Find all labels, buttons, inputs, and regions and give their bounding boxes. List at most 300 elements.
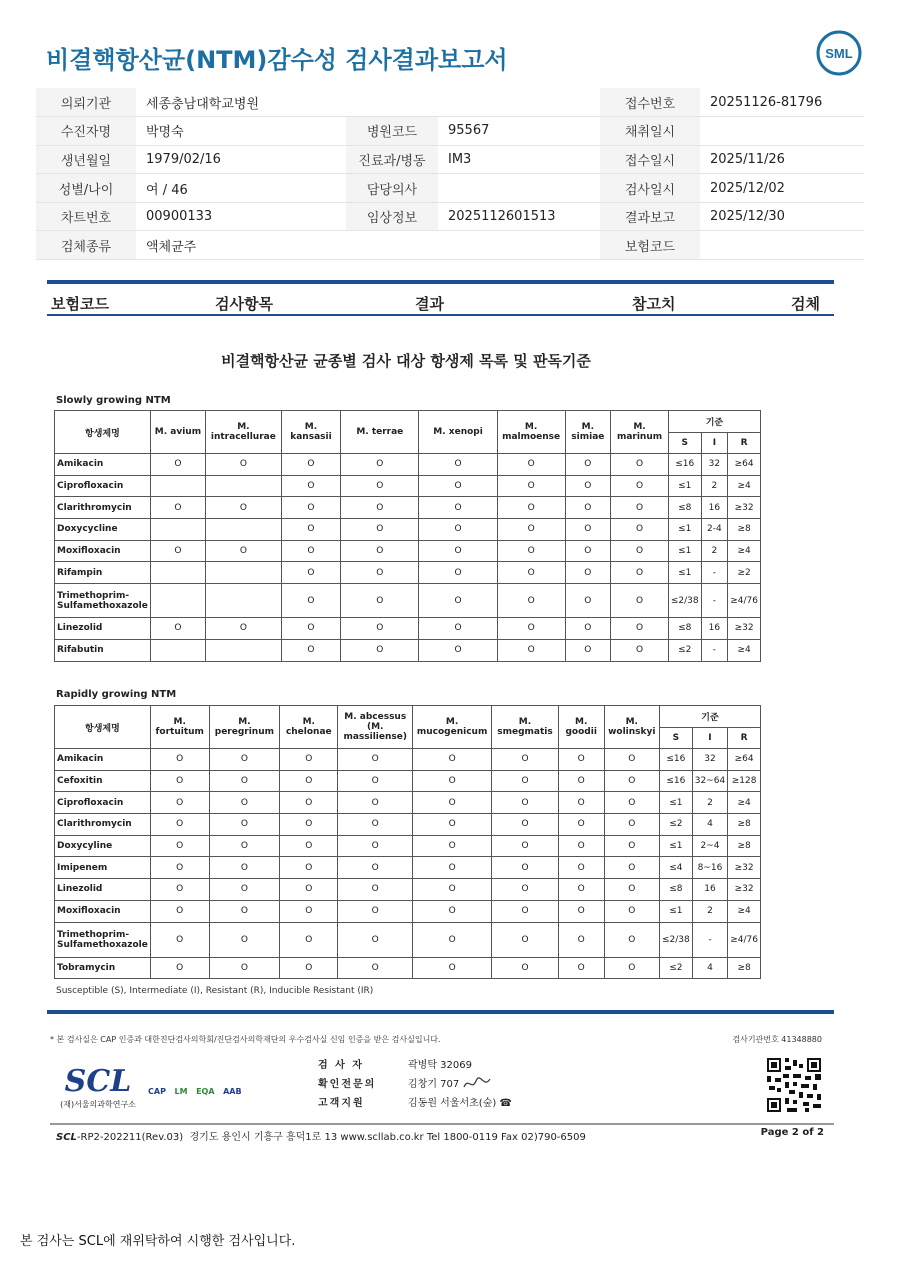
target-mark: O [492,814,559,836]
target-mark: O [604,792,659,814]
criteria-r: ≥2 [728,562,761,584]
target-mark: O [150,900,209,922]
scl-logo-mark: SCL [64,1064,132,1099]
target-mark: O [209,835,280,857]
drug-name: Trimethoprim- Sulfamethoxazole [55,922,151,957]
target-mark: O [611,562,669,584]
target-mark: O [419,475,497,497]
target-mark: O [209,814,280,836]
sir-header: I [692,728,727,749]
target-mark: O [492,957,559,979]
criteria-i: 16 [701,618,728,640]
target-mark: O [150,814,209,836]
species-header: M. mucogenicum [413,706,492,749]
aab-logo: AAB [223,1087,242,1096]
scl-logo [58,1064,138,1110]
info-value: 박명숙 [136,117,346,146]
table-row [55,879,761,901]
target-mark: O [338,770,413,792]
sir-header: R [728,728,761,749]
target-mark: O [419,562,497,584]
target-mark: O [497,497,565,519]
drug-name: Linezolid [55,879,151,901]
header-insurance-code: 보험코드 [51,295,109,313]
table-row [55,562,761,584]
target-mark: O [280,792,338,814]
criteria-r: ≥4 [728,792,761,814]
criteria-r: ≥8 [728,814,761,836]
info-value [700,231,864,260]
target-mark: O [419,519,497,541]
criteria-header: 기준 [668,411,760,433]
target-mark: O [565,562,611,584]
species-header: M. avium [150,411,205,454]
species-header: M. peregrinum [209,706,280,749]
drug-name: Trimethoprim- Sulfamethoxazole [55,584,151,618]
table-row [55,475,761,497]
criteria-r: ≥64 [728,749,761,771]
result-header-bottom-line [47,314,834,316]
info-value [700,117,864,146]
target-mark: O [413,770,492,792]
target-mark: O [150,454,205,476]
info-label: 진료과/병동 [346,145,438,174]
criteria-r: ≥4 [728,900,761,922]
info-row [36,117,864,146]
rapid-ntm-table [54,705,761,979]
species-header: M. simiae [565,411,611,454]
target-mark: O [419,454,497,476]
target-mark: O [492,879,559,901]
info-row [36,174,864,203]
target-mark: O [209,922,280,957]
cap-logo: CAP [148,1087,166,1096]
table-row [55,639,761,661]
patient-info-table [36,88,864,260]
target-mark: O [281,584,340,618]
criteria-r: ≥32 [728,857,761,879]
table-row [55,749,761,771]
target-mark: O [497,475,565,497]
eqa-logo: EQA [196,1087,215,1096]
sir-header: R [728,433,761,454]
criteria-s: ≤8 [668,618,701,640]
criteria-i: 2 [692,792,727,814]
target-mark: O [565,639,611,661]
criteria-s: ≤1 [659,792,692,814]
table-row [55,584,761,618]
target-mark: O [341,584,419,618]
info-label: 병원코드 [346,117,438,146]
criteria-s: ≤1 [668,519,701,541]
species-header: M. fortuitum [150,706,209,749]
info-value: 1979/02/16 [136,145,346,174]
table-row [55,792,761,814]
criteria-i: - [701,639,728,661]
target-mark: O [419,618,497,640]
species-header: M. xenopi [419,411,497,454]
target-mark [150,639,205,661]
target-mark: O [558,770,604,792]
info-value: 00900133 [136,202,346,231]
target-mark: O [558,792,604,814]
species-header: M. marinum [611,411,669,454]
criteria-r: ≥4/76 [728,922,761,957]
target-mark: O [150,957,209,979]
table-row [55,497,761,519]
criteria-i: 2 [692,900,727,922]
target-mark: O [413,792,492,814]
target-mark: O [338,749,413,771]
target-mark: O [338,814,413,836]
target-mark: O [604,835,659,857]
target-mark: O [492,922,559,957]
target-mark: O [209,749,280,771]
signer-row [318,1094,512,1113]
signer-row [318,1056,512,1075]
signer-role: 고객지원 [318,1098,365,1109]
target-mark: O [419,497,497,519]
table-row [55,857,761,879]
signer-role: 확인전문의 [318,1079,377,1090]
info-label: 의뢰기관 [36,88,136,117]
criteria-i: 32 [692,749,727,771]
target-mark: O [604,922,659,957]
target-mark: O [604,857,659,879]
info-value: 2025/11/26 [700,145,864,174]
slow-ntm-title: Slowly growing NTM [56,395,171,406]
criteria-r: ≥8 [728,519,761,541]
signer-value: 김동원 서울서초(숲) ☎ [408,1098,512,1109]
criteria-r: ≥8 [728,957,761,979]
target-mark: O [209,900,280,922]
criteria-r: ≥8 [728,835,761,857]
criteria-header: 기준 [659,706,760,728]
species-header: M. wolinskyi [604,706,659,749]
target-mark: O [492,835,559,857]
criteria-s: ≤16 [659,749,692,771]
table-row [55,540,761,562]
criteria-r: ≥32 [728,618,761,640]
info-value [438,174,600,203]
target-mark: O [413,857,492,879]
target-mark: O [150,770,209,792]
scl-logo-name: (재)서울의과학연구소 [60,1100,136,1109]
info-value: 여 / 46 [136,174,346,203]
info-label: 보험코드 [600,231,700,260]
table-row [55,814,761,836]
target-mark: O [338,922,413,957]
drug-name: Rifampin [55,562,151,584]
drug-name: Amikacin [55,454,151,476]
species-header: M. abcessus (M. massiliense) [338,706,413,749]
target-mark: O [413,835,492,857]
target-mark: O [497,618,565,640]
target-mark: O [338,835,413,857]
slow-ntm-table [54,410,761,662]
footer-line [50,1123,834,1125]
target-mark: O [341,519,419,541]
criteria-i: - [701,584,728,618]
target-mark: O [341,540,419,562]
criteria-s: ≤1 [668,562,701,584]
target-mark: O [280,857,338,879]
target-mark: O [604,770,659,792]
target-mark [150,475,205,497]
target-mark: O [281,454,340,476]
signer-role: 검 사 자 [318,1060,364,1071]
target-mark: O [413,900,492,922]
criteria-i: 2 [701,540,728,562]
species-header: M. intracellurae [206,411,282,454]
table-row [55,618,761,640]
sml-logo-text: SML [825,46,853,61]
target-mark: O [604,900,659,922]
criteria-s: ≤4 [659,857,692,879]
section-title: 비결핵항산균 균종별 검사 대상 항생제 목록 및 판독기준 [221,352,591,370]
drug-name: Ciprofloxacin [55,792,151,814]
exam-institution-number: 검사기관번호 41348880 [732,1035,822,1044]
target-mark: O [413,749,492,771]
target-mark: O [565,497,611,519]
criteria-i: 4 [692,957,727,979]
target-mark: O [281,519,340,541]
target-mark: O [281,639,340,661]
sml-logo [816,30,862,76]
target-mark: O [150,540,205,562]
target-mark: O [611,475,669,497]
target-mark: O [150,749,209,771]
info-label: 수진자명 [36,117,136,146]
info-label [346,88,438,117]
target-mark: O [206,540,282,562]
species-header: M. terrae [341,411,419,454]
drug-name: Clarithromycin [55,814,151,836]
info-value: 2025/12/30 [700,202,864,231]
drug-header: 항생제명 [55,706,151,749]
target-mark: O [611,639,669,661]
target-mark: O [413,814,492,836]
info-row [36,231,864,260]
criteria-r: ≥128 [728,770,761,792]
target-mark: O [209,770,280,792]
criteria-r: ≥32 [728,497,761,519]
signers [318,1056,512,1113]
species-header: M. smegmatis [492,706,559,749]
table-row [55,770,761,792]
footer-address: 경기도 용인시 기흥구 흥덕1로 13 www.scllab.co.kr Tel 1800-0119 Fax 02)790-6509 [189,1132,586,1143]
target-mark: O [492,770,559,792]
target-mark: O [413,957,492,979]
table-row [55,922,761,957]
info-value: 2025/12/02 [700,174,864,203]
info-value: IM3 [438,145,600,174]
table-header-row [55,706,761,728]
signature-mark [462,1075,492,1093]
criteria-s: ≤2 [668,639,701,661]
target-mark: O [281,475,340,497]
target-mark: O [611,519,669,541]
target-mark: O [150,792,209,814]
drug-name: Ciprofloxacin [55,475,151,497]
target-mark: O [492,857,559,879]
report-title: 비결핵항산균(NTM)감수성 검사결과보고서 [46,46,508,74]
sir-header: S [668,433,701,454]
target-mark: O [497,562,565,584]
target-mark: O [558,900,604,922]
drug-name: Moxifloxacin [55,900,151,922]
target-mark: O [280,879,338,901]
footer-code: SCL [56,1132,77,1143]
target-mark: O [341,475,419,497]
target-mark: O [611,454,669,476]
result-header-top-line [47,280,834,284]
target-mark: O [280,814,338,836]
target-mark: O [206,497,282,519]
criteria-s: ≤8 [668,497,701,519]
table-row [55,519,761,541]
result-header [47,291,834,315]
target-mark: O [558,957,604,979]
sir-header: S [659,728,692,749]
legend: Susceptible (S), Intermediate (I), Resistant (R), Inducible Resistant (IR) [56,986,374,996]
criteria-s: ≤2 [659,814,692,836]
info-label: 임상정보 [346,202,438,231]
criteria-s: ≤2/38 [659,922,692,957]
target-mark: O [413,879,492,901]
info-value [438,88,600,117]
info-label: 담당의사 [346,174,438,203]
criteria-i: 16 [701,497,728,519]
criteria-i: 32 [701,454,728,476]
notice-text: 본 검사는 SCL에 재위탁하여 시행한 검사입니다. [20,1234,296,1249]
target-mark: O [280,749,338,771]
info-label: 검사일시 [600,174,700,203]
target-mark: O [150,922,209,957]
target-mark: O [280,922,338,957]
species-header: M. kansasii [281,411,340,454]
target-mark: O [209,957,280,979]
signer-value: 곽병탁 32069 [408,1060,472,1071]
criteria-r: ≥64 [728,454,761,476]
qr-code [767,1058,821,1112]
info-label: 접수번호 [600,88,700,117]
target-mark: O [611,497,669,519]
target-mark: O [497,454,565,476]
target-mark: O [338,857,413,879]
criteria-r: ≥4/76 [728,584,761,618]
lm-logo: LM [174,1087,188,1096]
table-header-row [55,411,761,433]
criteria-i: 4 [692,814,727,836]
info-label: 검체종류 [36,231,136,260]
criteria-i: - [692,922,727,957]
info-value: 액체균주 [136,231,346,260]
header-reference: 참고치 [632,295,676,313]
criteria-s: ≤16 [659,770,692,792]
species-header: M. chelonae [280,706,338,749]
sir-header: I [701,433,728,454]
target-mark: O [209,879,280,901]
rapid-ntm-title: Rapidly growing NTM [56,689,177,700]
info-value: 20251126-81796 [700,88,864,117]
drug-name: Rifabutin [55,639,151,661]
info-label: 접수일시 [600,145,700,174]
target-mark: O [206,454,282,476]
target-mark [206,475,282,497]
target-mark: O [281,497,340,519]
target-mark: O [604,749,659,771]
target-mark: O [338,900,413,922]
target-mark: O [150,857,209,879]
target-mark: O [209,792,280,814]
header-specimen: 검체 [791,295,820,313]
info-value [438,231,600,260]
target-mark: O [150,835,209,857]
info-label: 결과보고 [600,202,700,231]
drug-name: Amikacin [55,749,151,771]
target-mark: O [280,957,338,979]
target-mark: O [281,618,340,640]
target-mark: O [419,584,497,618]
criteria-r: ≥32 [728,879,761,901]
info-value: 95567 [438,117,600,146]
target-mark: O [565,475,611,497]
divider-bar [47,1010,834,1014]
drug-name: Clarithromycin [55,497,151,519]
criteria-s: ≤2/38 [668,584,701,618]
target-mark: O [492,792,559,814]
info-row [36,88,864,117]
info-label: 채취일시 [600,117,700,146]
accreditation-logos [148,1087,248,1096]
table-row [55,454,761,476]
target-mark [206,519,282,541]
drug-name: Imipenem [55,857,151,879]
target-mark: O [150,879,209,901]
target-mark: O [497,639,565,661]
target-mark: O [419,540,497,562]
page-number: Page 2 of 2 [760,1127,824,1138]
target-mark: O [280,770,338,792]
target-mark: O [604,879,659,901]
target-mark: O [558,922,604,957]
criteria-r: ≥4 [728,639,761,661]
criteria-i: 2~4 [692,835,727,857]
target-mark: O [492,749,559,771]
target-mark: O [604,957,659,979]
footer-form: -RP2-202211(Rev.03) [76,1132,184,1143]
target-mark: O [206,618,282,640]
target-mark [150,519,205,541]
target-mark: O [565,540,611,562]
table-row [55,957,761,979]
target-mark: O [341,562,419,584]
species-header: M. goodii [558,706,604,749]
target-mark: O [341,639,419,661]
info-value: 세종충남대학교병원 [136,88,346,117]
target-mark: O [413,922,492,957]
criteria-i: 16 [692,879,727,901]
target-mark: O [150,497,205,519]
criteria-s: ≤2 [659,957,692,979]
target-mark [206,584,282,618]
target-mark: O [341,497,419,519]
signer-value: 김창기 707 [408,1079,460,1090]
target-mark: O [611,618,669,640]
target-mark: O [611,540,669,562]
target-mark: O [558,835,604,857]
